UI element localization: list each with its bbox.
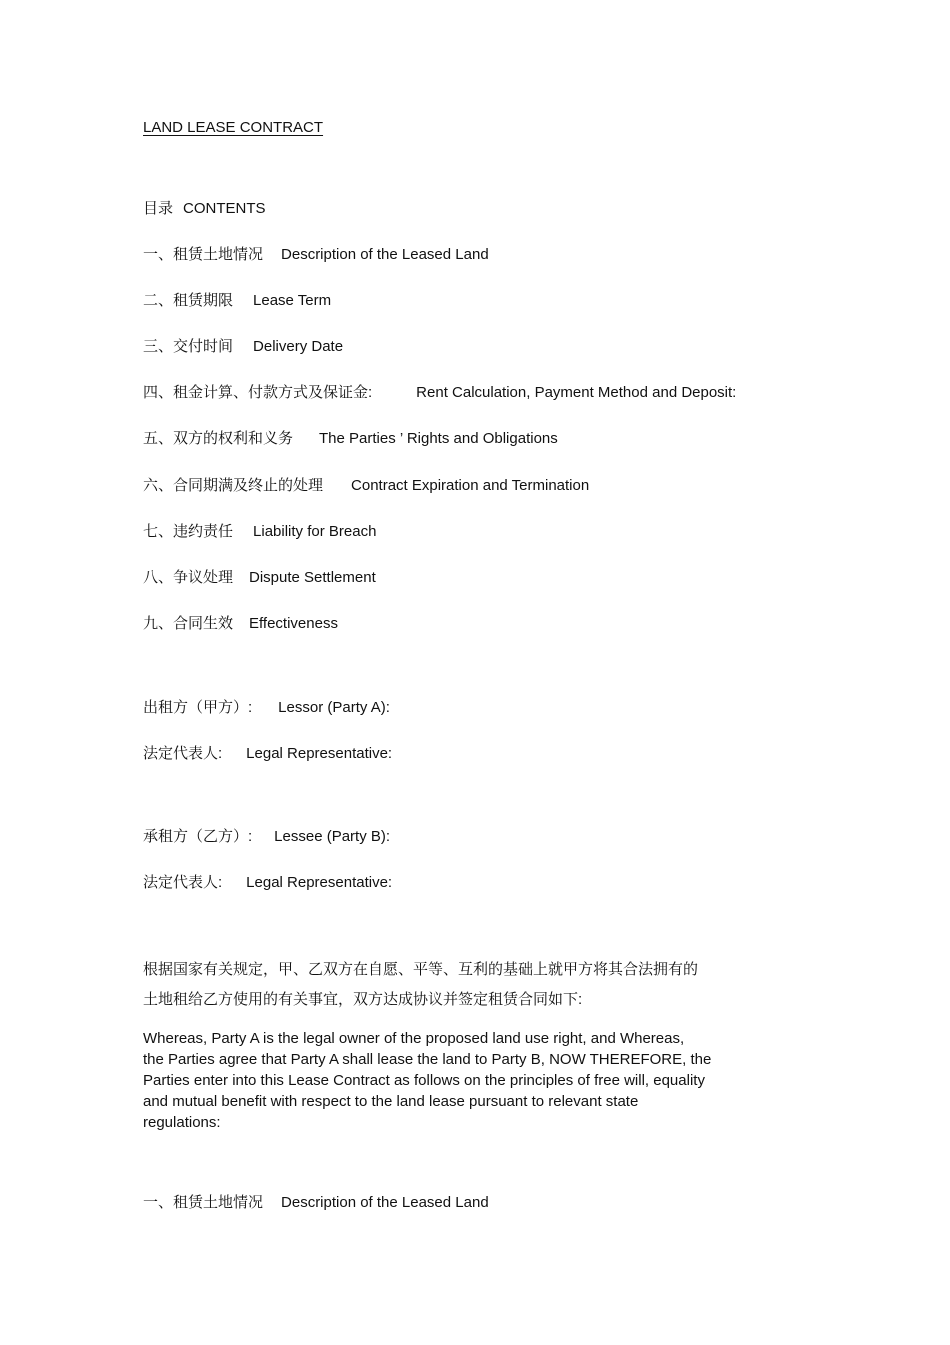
lessor-line	[143, 699, 390, 717]
lessor-rep-label-zh: 法定代表人:	[143, 745, 223, 762]
preamble-chinese	[143, 955, 763, 1015]
preamble-zh-line: 根据国家有关规定，甲、乙双方在自愿、平等、互利的基础上就甲方将其合法拥有的	[143, 961, 699, 978]
contents-label-en: CONTENTS	[183, 200, 266, 217]
preamble-en-line: Parties enter into this Lease Contract as follows on the principles of free will, equality	[143, 1072, 705, 1089]
lessor-label-zh: 出租方（甲方）:	[143, 699, 253, 716]
contents-item-en: Delivery Date	[253, 338, 344, 355]
lessee-line	[143, 828, 390, 846]
contents-item-en: Description of the Leased Land	[281, 246, 489, 263]
contents-item-en: Effectiveness	[249, 615, 338, 632]
contents-item	[143, 569, 376, 587]
section-1-heading-zh: 一、租赁土地情况	[143, 1194, 264, 1211]
contents-item	[143, 384, 736, 402]
preamble-en-line: and mutual benefit with respect to the land lease pursuant to relevant state	[143, 1093, 639, 1110]
section-1-heading	[143, 1194, 511, 1212]
lessee-representative-line	[143, 874, 392, 892]
contents-item-en: The Parties ’ Rights and Obligations	[319, 430, 558, 447]
contents-heading	[143, 200, 266, 218]
contents-item-zh: 四、租金计算、付款方式及保证金:	[143, 384, 373, 401]
lessor-rep-label-en: Legal Representative:	[246, 745, 393, 762]
contents-item-zh: 六、合同期满及终止的处理	[143, 477, 324, 494]
contents-item	[143, 615, 338, 633]
contents-item	[143, 338, 343, 356]
preamble-en-line: the Parties agree that Party A shall lease the land to Party B, NOW THEREFORE, the	[143, 1051, 712, 1068]
contents-item-zh: 七、违约责任	[143, 523, 234, 540]
contents-item-zh: 一、租赁土地情况	[143, 246, 264, 263]
contents-item-en: Liability for Breach	[253, 523, 377, 540]
contents-label-zh: 目录	[143, 200, 174, 217]
contents-item-zh: 二、租赁期限	[143, 292, 234, 309]
contents-item-zh: 五、双方的权利和义务	[143, 430, 294, 447]
contents-item	[143, 523, 376, 541]
lessee-rep-label-zh: 法定代表人:	[143, 874, 223, 891]
lessor-label-en: Lessor (Party A):	[278, 699, 390, 716]
lessee-label-en: Lessee (Party B):	[274, 828, 391, 845]
contents-item	[143, 477, 589, 495]
contents-item	[143, 246, 489, 264]
contents-item-zh: 八、争议处理	[143, 569, 234, 586]
preamble-en-line: regulations:	[143, 1114, 221, 1131]
preamble-english	[143, 1028, 763, 1133]
section-1-heading-en: Description of the Leased Land	[281, 1194, 489, 1211]
preamble-en-line: Whereas, Party A is the legal owner of the proposed land use right, and Whereas,	[143, 1030, 685, 1047]
contents-item-zh: 三、交付时间	[143, 338, 234, 355]
contents-item-en: Lease Term	[253, 292, 332, 309]
contents-item-en: Rent Calculation, Payment Method and Deposit:	[416, 384, 737, 401]
contents-item	[143, 292, 331, 310]
lessor-representative-line	[143, 745, 392, 763]
preamble-zh-line: 土地租给乙方使用的有关事宜，双方达成协议并签定租赁合同如下:	[143, 991, 583, 1008]
lessee-label-zh: 承租方（乙方）:	[143, 828, 253, 845]
lessee-rep-label-en: Legal Representative:	[246, 874, 393, 891]
contents-item-en: Dispute Settlement	[249, 569, 376, 586]
contents-item	[143, 430, 558, 448]
contents-item-zh: 九、合同生效	[143, 615, 234, 632]
document-title: LAND LEASE CONTRACT	[143, 119, 324, 136]
contents-item-en: Contract Expiration and Termination	[351, 477, 590, 494]
